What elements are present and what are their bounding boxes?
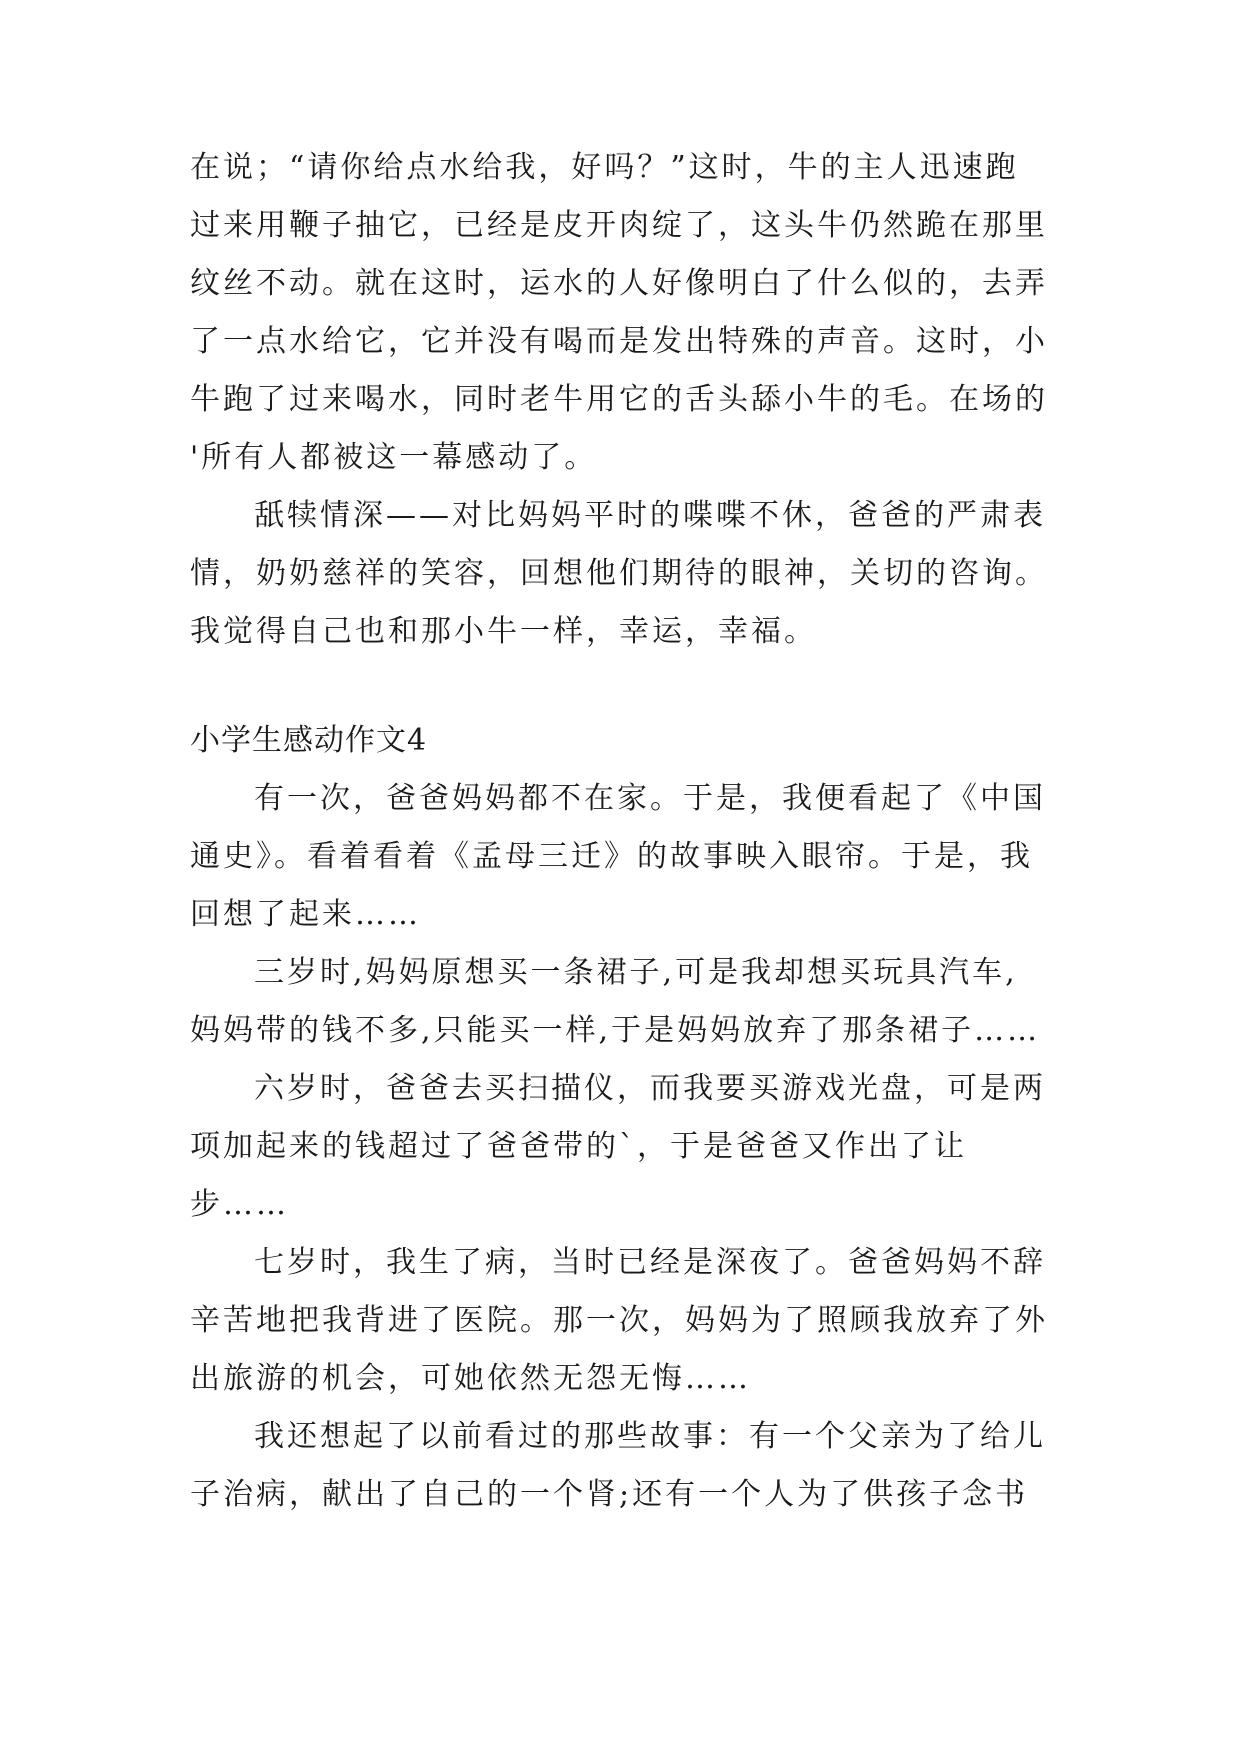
text-line: 妈妈带的钱不多,只能买一样,于是妈妈放弃了那条裙子…… <box>190 1013 1041 1048</box>
text-line: 纹丝不动。就在这时，运水的人好像明白了什么似的，去弄 <box>190 266 1048 301</box>
text-line: 子治病，献出了自己的一个肾;还有一个人为了供孩子念书 <box>190 1477 1029 1512</box>
text-line: 回想了起来…… <box>190 897 421 932</box>
paragraph-start: 六岁时，爸爸去买扫描仪，而我要买游戏光盘，可是两 <box>254 1071 1046 1106</box>
text-line: 出旅游的机会，可她依然无怨无悔…… <box>190 1361 751 1396</box>
text-line: 步…… <box>190 1187 289 1222</box>
text-line: 在说；“请你给点水给我，好吗？”这时，牛的主人迅速跑 <box>190 150 1019 185</box>
text-line: 我觉得自己也和那小牛一样，幸运，幸福。 <box>190 614 817 649</box>
text-line: 过来用鞭子抽它，已经是皮开肉绽了，这头牛仍然跪在那里 <box>190 208 1048 243</box>
text-line: '所有人都被这一幕感动了。 <box>190 440 598 475</box>
text-line: 牛跑了过来喝水，同时老牛用它的舌头舔小牛的毛。在场的 <box>190 382 1048 417</box>
text-line: 了一点水给它，它并没有喝而是发出特殊的声音。这时，小 <box>190 324 1048 359</box>
paragraph-start: 我还想起了以前看过的那些故事：有一个父亲为了给儿 <box>254 1419 1046 1454</box>
section-heading: 小学生感动作文4 <box>190 723 428 758</box>
text-line: 情，奶奶慈祥的笑容，回想他们期待的眼神，关切的咨询。 <box>190 556 1048 591</box>
text-line: 项加起来的钱超过了爸爸带的`，于是爸爸又作出了让 <box>190 1129 967 1164</box>
text-line: 辛苦地把我背进了医院。那一次，妈妈为了照顾我放弃了外 <box>190 1303 1048 1338</box>
paragraph-start: 舐犊情深——对比妈妈平时的喋喋不休，爸爸的严肃表 <box>254 498 1046 533</box>
paragraph-start: 三岁时,妈妈原想买一条裙子,可是我却想买玩具汽车, <box>254 955 1018 990</box>
text-line: 通史》。看着看着《孟母三迁》的故事映入眼帘。于是，我 <box>190 839 1033 874</box>
paragraph-start: 有一次，爸爸妈妈都不在家。于是，我便看起了《中国 <box>254 781 1046 816</box>
paragraph-start: 七岁时，我生了病，当时已经是深夜了。爸爸妈妈不辞 <box>254 1245 1046 1280</box>
